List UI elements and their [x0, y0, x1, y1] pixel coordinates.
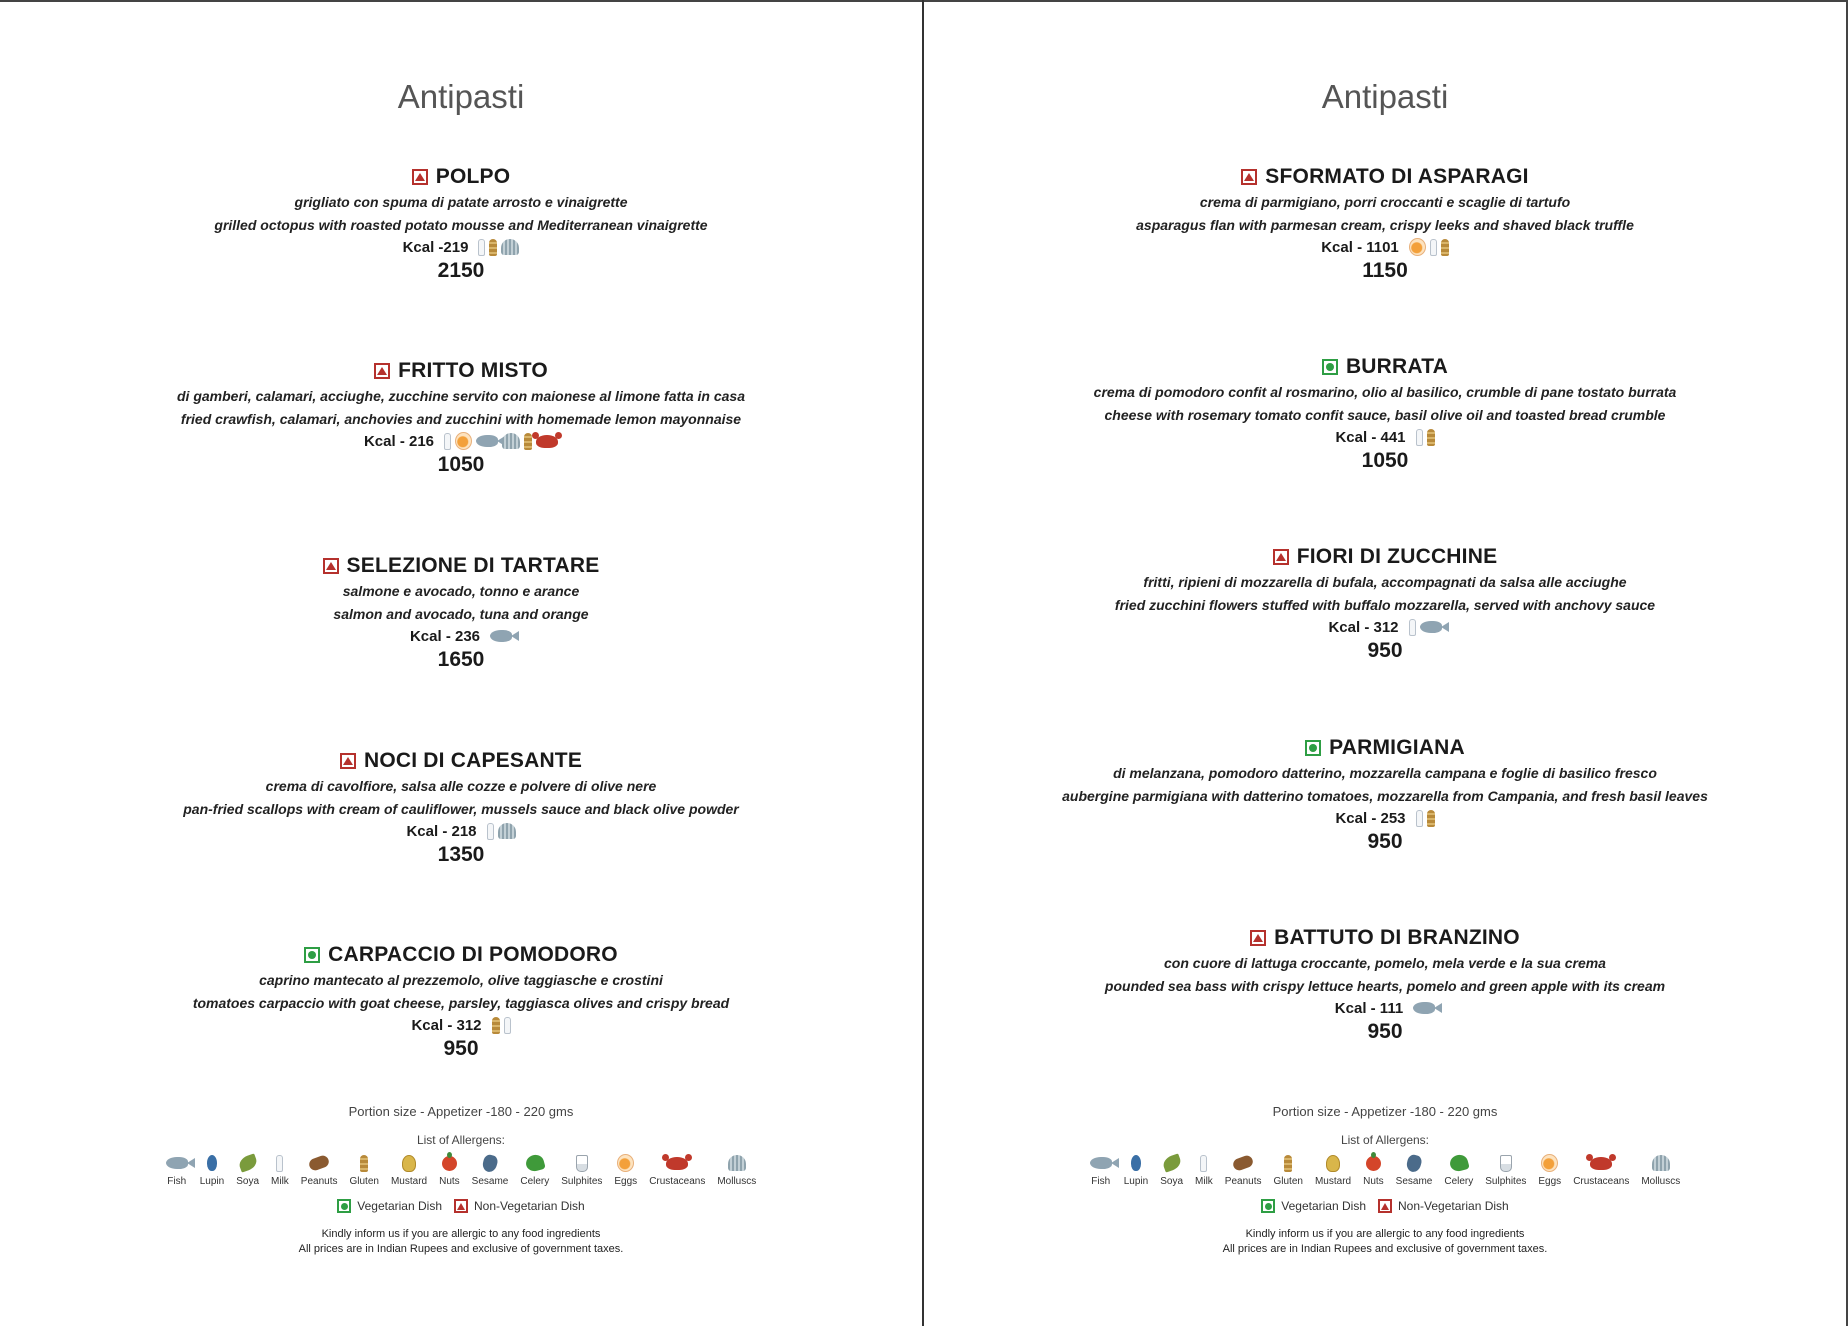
milk-icon: [444, 433, 451, 450]
gluten-icon: [1284, 1155, 1292, 1172]
dish-description-italian: con cuore di lattuga croccante, pomelo, mela verde e la sua crema: [1164, 955, 1606, 971]
allergen-legend-item: [299, 1152, 340, 1187]
kcal-value: Kcal - 441: [1335, 428, 1406, 446]
non-veg-mark-icon: [412, 169, 428, 185]
allergen-legend-item: [1394, 1152, 1435, 1187]
veg-mark-icon: [1305, 740, 1321, 756]
dish-price: 1350: [437, 843, 485, 866]
gluten-icon: [1427, 810, 1435, 827]
price-notice: All prices are in Indian Rupees and exclusive of government taxes.: [298, 1243, 624, 1255]
gluten-icon: [1427, 429, 1435, 446]
allergen-legend-item: [612, 1152, 639, 1187]
peanuts-icon: [1232, 1154, 1255, 1172]
non-veg-mark-icon: [374, 363, 390, 379]
allergen-label: Nuts: [1363, 1176, 1384, 1187]
allergen-legend-item: [1483, 1152, 1528, 1187]
dish-header: [924, 165, 1846, 189]
dish-name: BATTUTO DI BRANZINO: [1274, 926, 1520, 949]
eggs-icon: [455, 432, 472, 450]
allergen-legend: [924, 1152, 1846, 1187]
kcal-row: [0, 431, 922, 451]
kcal-value: Kcal - 253: [1335, 809, 1406, 827]
allergen-list-title: List of Allergens:: [1340, 1133, 1430, 1147]
dish-description-italian: grigliato con spuma di patate arrosto e vinaigrette: [294, 194, 628, 210]
molluscs-icon: [502, 433, 520, 449]
molluscs-icon: [1652, 1155, 1670, 1171]
allergen-label: Soya: [1160, 1176, 1184, 1187]
menu-item: [924, 545, 1846, 663]
fish-icon: [476, 435, 498, 447]
molluscs-icon: [728, 1155, 746, 1171]
soya-icon: [237, 1153, 259, 1172]
menu-item: [924, 926, 1846, 1044]
allergen-label: Gluten: [1273, 1176, 1303, 1187]
kcal-value: Kcal -219: [402, 238, 469, 256]
dish-header: [924, 926, 1846, 950]
dish-description-english: grilled octopus with roasted potato mousse and Mediterranean vinaigrette: [214, 217, 708, 233]
dish-name: PARMIGIANA: [1329, 736, 1465, 759]
soya-icon: [1161, 1153, 1183, 1172]
allergen-legend-item: [1361, 1152, 1386, 1187]
dish-price: 950: [443, 1037, 479, 1060]
allergen-legend-item: [559, 1152, 604, 1187]
allergen-label: Eggs: [1538, 1176, 1562, 1187]
eggs-icon: [1541, 1154, 1558, 1172]
celery-icon: [524, 1153, 546, 1173]
allergen-label: Milk: [1195, 1176, 1213, 1187]
kcal-row: [0, 1015, 922, 1035]
dish-price: 950: [1367, 639, 1403, 662]
page-title: Antipasti: [1321, 78, 1449, 115]
sulphites-icon: [1500, 1155, 1512, 1172]
non-veg-mark-icon: [1241, 169, 1257, 185]
dish-name: BURRATA: [1345, 355, 1449, 378]
milk-icon: [504, 1017, 511, 1034]
allergen-label: Molluscs: [1641, 1176, 1681, 1187]
allergen-label: Nuts: [439, 1176, 460, 1187]
non-veg-mark-icon: [1378, 1199, 1392, 1213]
allergy-price-notice: [0, 1227, 922, 1257]
dish-description-italian: crema di pomodoro confit al rosmarino, olio al basilico, crumble di pane tostato burrata: [1093, 384, 1677, 400]
dish-header: [924, 736, 1846, 760]
allergen-label: Peanuts: [1224, 1176, 1262, 1187]
milk-icon: [487, 823, 494, 840]
allergen-label: Sulphites: [561, 1176, 603, 1187]
milk-icon: [1200, 1155, 1207, 1172]
milk-icon: [276, 1155, 283, 1172]
dish-description-english: fried crawfish, calamari, anchovies and zucchini with homemade lemon mayonnaise: [180, 411, 742, 427]
dish-name: SFORMATO DI ASPARAGI: [1265, 165, 1529, 188]
dish-price: 1150: [1362, 259, 1408, 282]
portion-size-note: Portion size - Appetizer -180 - 220 gms: [348, 1104, 574, 1119]
dish-description-italian: di gamberi, calamari, acciughe, zucchine servito con maionese al limone fatta in casa: [177, 388, 745, 404]
dish-name: SELEZIONE DI TARTARE: [346, 554, 600, 577]
menu-item: [0, 165, 922, 283]
allergen-legend-item: [1536, 1152, 1563, 1187]
menu-item: [924, 165, 1846, 283]
allergen-legend-item: [1639, 1152, 1682, 1187]
menu-item: [0, 359, 922, 477]
fish-icon: [1413, 1002, 1435, 1014]
kcal-row: [0, 237, 922, 257]
allergen-legend-item: [1158, 1152, 1185, 1187]
allergen-label: Mustard: [390, 1176, 428, 1187]
allergen-label: Eggs: [614, 1176, 638, 1187]
allergen-legend-item: [1571, 1152, 1631, 1187]
dish-price: 950: [1367, 830, 1403, 853]
allergen-legend-item: [234, 1152, 261, 1187]
allergy-notice: Kindly inform us if you are allergic to any food ingredients: [321, 1228, 601, 1240]
menu-item: [924, 355, 1846, 473]
dish-header: [0, 359, 922, 383]
kcal-value: Kcal - 218: [406, 822, 477, 840]
kcal-value: Kcal - 236: [409, 627, 481, 645]
dish-description-english: tomatoes carpaccio with goat cheese, parsley, taggiasca olives and crispy bread: [192, 995, 730, 1011]
kcal-value: Kcal - 312: [411, 1016, 482, 1034]
sesame-icon: [1405, 1153, 1423, 1173]
allergen-list-title: List of Allergens:: [416, 1133, 506, 1147]
dish-description-english: pounded sea bass with crispy lettuce hearts, pomelo and green apple with its cream: [1104, 978, 1666, 994]
veg-mark-icon: [1322, 359, 1338, 375]
allergen-label: Milk: [271, 1176, 289, 1187]
milk-icon: [1416, 429, 1423, 446]
allergen-label: Celery: [520, 1176, 550, 1187]
dish-header: [0, 749, 922, 773]
gluten-icon: [1441, 239, 1449, 256]
eggs-icon: [617, 1154, 634, 1172]
crustaceans-icon: [536, 435, 558, 448]
allergen-legend-item: [1088, 1152, 1114, 1187]
allergen-label: Sesame: [471, 1176, 509, 1187]
veg-mark-icon: [304, 947, 320, 963]
non-veg-legend-label: Non-Vegetarian Dish: [474, 1199, 585, 1213]
celery-icon: [1448, 1153, 1470, 1173]
price-notice: All prices are in Indian Rupees and exclusive of government taxes.: [1222, 1243, 1548, 1255]
allergen-label: Sulphites: [1485, 1176, 1527, 1187]
allergen-label: Crustaceans: [1573, 1176, 1630, 1187]
menu-page-left: [0, 0, 922, 1326]
dish-name: POLPO: [435, 165, 511, 188]
allergy-price-notice: [924, 1227, 1846, 1257]
kcal-value: Kcal - 1101: [1321, 238, 1399, 256]
non-veg-mark-icon: [1250, 930, 1266, 946]
eggs-icon: [1409, 238, 1426, 256]
dish-description-english: fried zucchini flowers stuffed with buffalo mozzarella, served with anchovy sauce: [1114, 597, 1656, 613]
page-title: Antipasti: [397, 78, 525, 115]
non-veg-legend-label: Non-Vegetarian Dish: [1398, 1199, 1509, 1213]
allergen-legend-item: [164, 1152, 190, 1187]
mustard-icon: [402, 1155, 416, 1172]
menu-item: [924, 736, 1846, 854]
dish-header: [924, 355, 1846, 379]
gluten-icon: [524, 433, 532, 450]
veg-mark-icon: [1261, 1199, 1275, 1213]
dish-description-italian: di melanzana, pomodoro datterino, mozzarella campana e foglie di basilico fresco: [1113, 765, 1657, 781]
nuts-icon: [1366, 1156, 1381, 1171]
dish-header: [0, 943, 922, 967]
dish-description-english: cheese with rosemary tomato confit sauce, basil olive oil and toasted bread crumble: [1104, 407, 1666, 423]
sulphites-icon: [576, 1155, 588, 1172]
diet-legend: [0, 1199, 922, 1213]
allergen-legend-item: [1442, 1152, 1475, 1187]
diet-legend: [924, 1199, 1846, 1213]
allergen-legend-item: [647, 1152, 707, 1187]
dish-name: FRITTO MISTO: [398, 359, 548, 382]
veg-legend-label: Vegetarian Dish: [357, 1199, 442, 1213]
dish-description-italian: salmone e avocado, tonno e arance: [342, 583, 580, 599]
allergen-legend-item: [389, 1152, 429, 1187]
allergen-label: Soya: [236, 1176, 260, 1187]
dish-description-italian: fritti, ripieni di mozzarella di bufala, accompagnati da salsa alle acciughe: [1143, 574, 1627, 590]
dish-name: NOCI DI CAPESANTE: [363, 749, 583, 772]
non-veg-mark-icon: [323, 558, 339, 574]
allergen-legend-item: [1313, 1152, 1353, 1187]
allergen-label: Molluscs: [717, 1176, 757, 1187]
allergen-legend-item: [715, 1152, 758, 1187]
lupin-icon: [207, 1155, 217, 1171]
portion-size-note: Portion size - Appetizer -180 - 220 gms: [1272, 1104, 1498, 1119]
allergen-label: Lupin: [199, 1176, 225, 1187]
allergen-legend-item: [269, 1152, 291, 1187]
nuts-icon: [442, 1156, 457, 1171]
allergen-label: Sesame: [1395, 1176, 1433, 1187]
kcal-row: [924, 808, 1846, 828]
dish-price: 2150: [437, 259, 485, 282]
allergen-legend-item: [198, 1152, 226, 1187]
dish-header: [924, 545, 1846, 569]
allergen-legend-item: [1122, 1152, 1150, 1187]
dish-header: [0, 554, 922, 578]
fish-icon: [1090, 1157, 1112, 1169]
dish-price: 1050: [1361, 449, 1409, 472]
dish-header: [0, 165, 922, 189]
allergen-legend-item: [1223, 1152, 1264, 1187]
kcal-row: [0, 626, 922, 646]
allergen-label: Fish: [1091, 1176, 1111, 1187]
allergy-notice: Kindly inform us if you are allergic to any food ingredients: [1245, 1228, 1525, 1240]
fish-icon: [1420, 621, 1442, 633]
menu-page-right: [924, 0, 1846, 1326]
sesame-icon: [481, 1153, 499, 1173]
kcal-value: Kcal - 312: [1328, 618, 1399, 636]
non-veg-mark-icon: [1273, 549, 1289, 565]
menu-item: [0, 554, 922, 672]
allergen-label: Fish: [167, 1176, 187, 1187]
dish-description-italian: crema di parmigiano, porri croccanti e scaglie di tartufo: [1199, 194, 1571, 210]
allergen-legend-item: [348, 1152, 381, 1187]
milk-icon: [1416, 810, 1423, 827]
milk-icon: [1430, 239, 1437, 256]
peanuts-icon: [308, 1154, 331, 1172]
allergen-label: Lupin: [1123, 1176, 1149, 1187]
milk-icon: [478, 239, 485, 256]
allergen-label: Mustard: [1314, 1176, 1352, 1187]
gluten-icon: [360, 1155, 368, 1172]
crustaceans-icon: [666, 1157, 688, 1170]
kcal-row: [924, 237, 1846, 257]
kcal-row: [924, 617, 1846, 637]
dish-description-english: aubergine parmigiana with datterino tomatoes, mozzarella from Campania, and fresh basil leaves: [1062, 788, 1708, 804]
dish-name: FIORI DI ZUCCHINE: [1296, 545, 1498, 568]
milk-icon: [1409, 619, 1416, 636]
molluscs-icon: [501, 239, 519, 255]
kcal-value: Kcal - 111: [1334, 999, 1404, 1017]
crustaceans-icon: [1590, 1157, 1612, 1170]
allergen-label: Gluten: [349, 1176, 379, 1187]
non-veg-mark-icon: [454, 1199, 468, 1213]
dish-price: 1650: [437, 648, 485, 671]
kcal-row: [0, 821, 922, 841]
dish-description-english: asparagus flan with parmesan cream, crispy leeks and shaved black truffle: [1136, 217, 1634, 233]
dish-price: 950: [1367, 1020, 1403, 1043]
non-veg-mark-icon: [340, 753, 356, 769]
fish-icon: [166, 1157, 188, 1169]
gluten-icon: [492, 1017, 500, 1034]
menu-item: [0, 749, 922, 867]
allergen-label: Celery: [1444, 1176, 1474, 1187]
kcal-row: [924, 427, 1846, 447]
dish-description-italian: crema di cavolfiore, salsa alle cozze e polvere di olive nere: [265, 778, 657, 794]
fish-icon: [490, 630, 512, 642]
dish-price: 1050: [437, 453, 485, 476]
lupin-icon: [1131, 1155, 1141, 1171]
molluscs-icon: [498, 823, 516, 839]
allergen-label: Crustaceans: [649, 1176, 706, 1187]
allergen-legend-item: [1272, 1152, 1305, 1187]
allergen-legend-item: [470, 1152, 511, 1187]
dish-description-english: salmon and avocado, tuna and orange: [333, 606, 589, 622]
dish-description-english: pan-fried scallops with cream of cauliflower, mussels sauce and black olive powder: [183, 801, 739, 817]
menu-item: [0, 943, 922, 1061]
allergen-legend-item: [1193, 1152, 1215, 1187]
kcal-value: Kcal - 216: [363, 432, 435, 450]
dish-name: CARPACCIO DI POMODORO: [328, 943, 618, 966]
dish-description-italian: caprino mantecato al prezzemolo, olive taggiasche e crostini: [259, 972, 663, 988]
gluten-icon: [489, 239, 497, 256]
allergen-legend-item: [437, 1152, 462, 1187]
kcal-row: [924, 998, 1846, 1018]
veg-legend-label: Vegetarian Dish: [1281, 1199, 1366, 1213]
veg-mark-icon: [337, 1199, 351, 1213]
mustard-icon: [1326, 1155, 1340, 1172]
allergen-legend: [0, 1152, 922, 1187]
allergen-label: Peanuts: [300, 1176, 338, 1187]
allergen-legend-item: [518, 1152, 551, 1187]
